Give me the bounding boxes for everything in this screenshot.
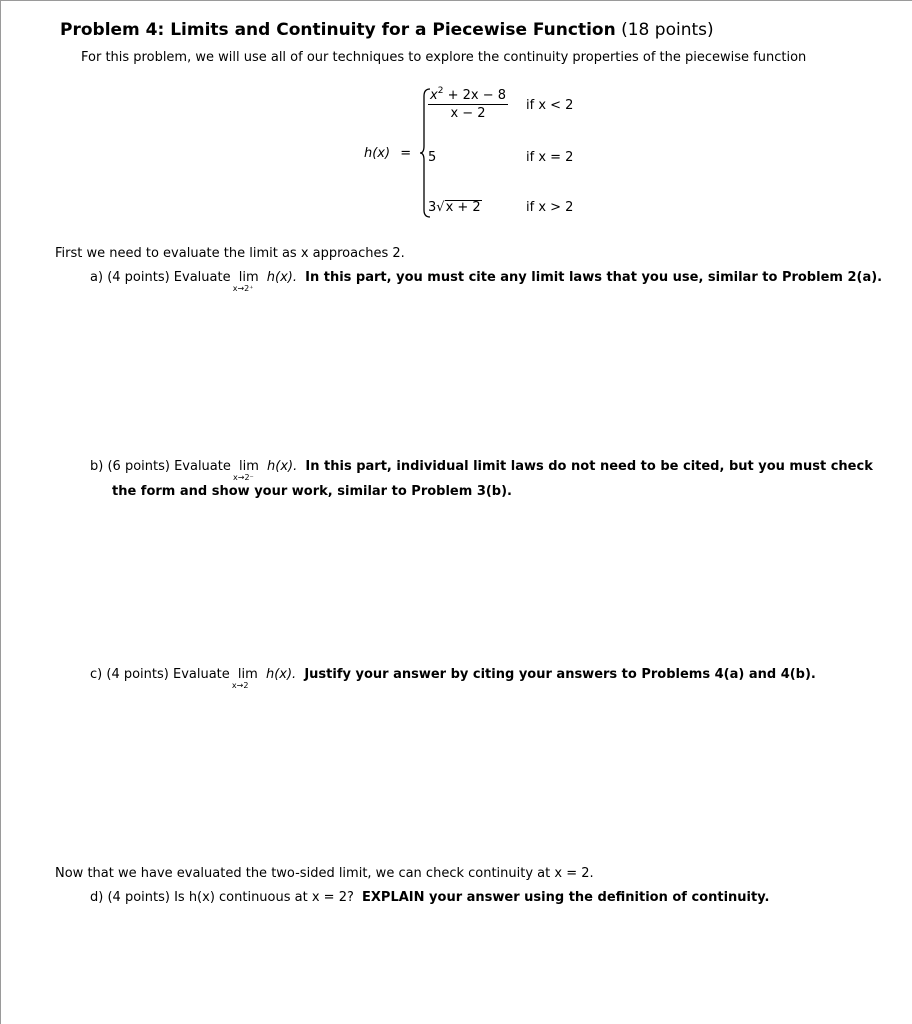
case1-denominator: x − 2: [450, 106, 486, 121]
case1-condition: if x < 2: [526, 98, 574, 113]
part-d-question: (4 points) Is h(x) continuous at x = 2?: [107, 890, 354, 905]
page-border-top: [0, 0, 912, 1]
problem-intro: For this problem, we will use all of our techniques to explore the continuity properties of the piecewise function: [81, 50, 807, 65]
part-c-instruction: Justify your answer by citing your answers to Problems 4(a) and 4(b).: [304, 667, 816, 682]
part-a-limit: [232, 270, 259, 293]
case2-value: 5: [428, 150, 437, 165]
part-c: [90, 667, 816, 690]
part-b-label: b): [90, 459, 104, 474]
part-b: [90, 459, 873, 482]
case3-radicand: x + 2: [445, 200, 481, 215]
sqrt-symbol: √x + 2: [436, 200, 481, 215]
case2-condition: if x = 2: [526, 150, 574, 165]
part-b-instruction-line2: the form and show your work, similar to Problem 3(b).: [112, 484, 512, 499]
part-a-points: (4 points) Evaluate: [107, 270, 231, 285]
function-name: h(x): [364, 146, 391, 161]
case1-num-exp: 2: [437, 86, 444, 96]
case1-fraction: [428, 88, 508, 121]
case3-expression: [428, 200, 482, 215]
part-c-points: (4 points) Evaluate: [106, 667, 230, 682]
part-d: [90, 890, 769, 905]
section1-lead: First we need to evaluate the limit as x approaches 2.: [55, 246, 405, 261]
part-b-points: (6 points) Evaluate: [107, 459, 231, 474]
problem-title: [60, 20, 714, 40]
function-lhs: [364, 146, 411, 161]
part-a-instruction: In this part, you must cite any limit laws that you use, similar to Problem 2(a).: [305, 270, 883, 285]
problem-title-text: Problem 4: Limits and Continuity for a Piecewise Function: [60, 20, 616, 40]
case1-numerator: [428, 88, 508, 105]
part-c-lim-word: lim: [237, 667, 258, 682]
problem-points: (18 points): [621, 20, 714, 40]
section2-lead: Now that we have evaluated the two-sided limit, we can check continuity at x = 2.: [55, 866, 594, 881]
case1-num-x: x: [430, 88, 438, 103]
part-a-lim-sub: x→2⁺: [232, 284, 254, 293]
part-b-lim-sub: x→2⁻: [233, 473, 254, 482]
part-c-label: c): [90, 667, 103, 682]
part-c-function: h(x).: [265, 667, 297, 682]
case1-num-rest: + 2x − 8: [447, 88, 506, 103]
part-b-limit: [233, 459, 259, 482]
part-b-function: h(x).: [267, 459, 298, 474]
part-a-label: a): [90, 270, 104, 285]
part-b-lim-word: lim: [239, 459, 259, 474]
part-c-lim-sub: x→2: [231, 681, 249, 690]
part-a-function: h(x).: [266, 270, 297, 285]
part-c-limit: [231, 667, 258, 690]
case3-condition: if x > 2: [526, 200, 574, 215]
part-d-instruction: EXPLAIN your answer using the definition of continuity.: [362, 890, 770, 905]
part-a-lim-word: lim: [238, 270, 259, 285]
part-d-label: d): [90, 890, 104, 905]
part-a: [90, 270, 883, 293]
page-border-left: [0, 0, 1, 1024]
part-b-instruction-line1: In this part, individual limit laws do not need to be cited, but you must check: [305, 459, 873, 474]
case3-coefficient: 3: [428, 200, 437, 215]
equals-sign: =: [400, 146, 412, 161]
